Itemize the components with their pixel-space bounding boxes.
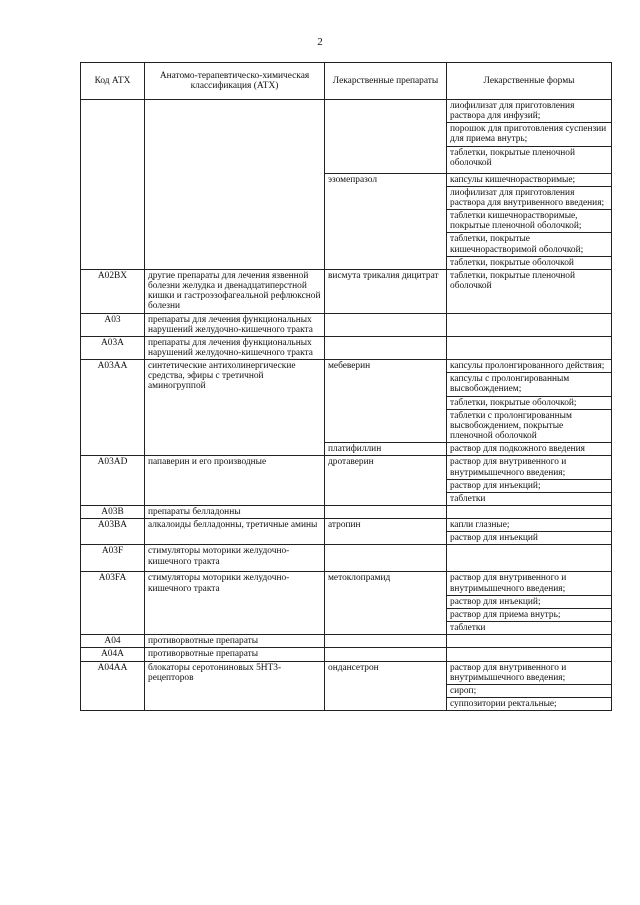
cell-form: таблетки, покрытые кишечнорастворимой оболочкой;: [447, 233, 612, 256]
cell-classification: препараты белладонны: [145, 506, 325, 519]
cell-form: сироп;: [447, 684, 612, 697]
cell-form: капсулы кишечнорастворимые;: [447, 173, 612, 186]
cell-drug: метоклопрамид: [325, 572, 447, 635]
cell-form: таблетки: [447, 492, 612, 505]
cell-form: [447, 313, 612, 336]
cell-drug: дротаверин: [325, 456, 447, 506]
cell-form: таблетки, покрытые оболочкой: [447, 256, 612, 269]
cell-code: A02BX: [81, 269, 145, 313]
cell-drug: мебеверин: [325, 360, 447, 443]
cell-classification: противорвотные препараты: [145, 648, 325, 661]
cell-form: капсулы пролонгированного действия;: [447, 360, 612, 373]
cell-code: A04AA: [81, 661, 145, 711]
cell-form: таблетки кишечнорастворимые, покрытые пленочной оболочкой;: [447, 210, 612, 233]
cell-code: A03A: [81, 336, 145, 359]
cell-classification: папаверин и его производные: [145, 456, 325, 506]
cell-classification: другие препараты для лечения язвенной болезни желудка и двенадцатиперстной кишки и гастроэзофагеальной рефлюксной болезни: [145, 269, 325, 313]
cell-form: лиофилизат для приготовления раствора для внутривенного введения;: [447, 186, 612, 209]
table-row: [81, 456, 612, 479]
cell-form: [447, 336, 612, 359]
cell-classification: блокаторы серотониновых 5HT3-рецепторов: [145, 661, 325, 711]
cell-drug: [325, 648, 447, 661]
cell-form: раствор для инъекций;: [447, 479, 612, 492]
cell-form: [447, 506, 612, 519]
table-row: [81, 360, 612, 373]
cell-drug: атропин: [325, 519, 447, 545]
cell-form: раствор для инъекций;: [447, 595, 612, 608]
cell-form: [447, 648, 612, 661]
cell-code: A03: [81, 313, 145, 336]
cell-drug: [325, 100, 447, 174]
table-row: [81, 506, 612, 519]
cell-drug: [325, 635, 447, 648]
table-row: [81, 269, 612, 313]
cell-form: капсулы с пролонгированным высвобождением;: [447, 373, 612, 396]
cell-code: [81, 100, 145, 270]
cell-classification: [145, 100, 325, 270]
cell-code: A03FA: [81, 572, 145, 635]
cell-drug: ондансетрон: [325, 661, 447, 711]
header-drugs: Лекарственные препараты: [325, 63, 447, 100]
cell-drug: эзомепразол: [325, 173, 447, 269]
cell-classification: алкалоиды белладонны, третичные амины: [145, 519, 325, 545]
cell-form: таблетки, покрытые пленочной оболочкой: [447, 146, 612, 173]
cell-drug: [325, 313, 447, 336]
cell-form: [447, 545, 612, 572]
atx-table: [80, 62, 612, 711]
cell-form: раствор для приема внутрь;: [447, 608, 612, 621]
cell-classification: синтетические антихолинергические средства, эфиры с третичной аминогруппой: [145, 360, 325, 456]
cell-drug: платифиллин: [325, 443, 447, 456]
cell-form: таблетки с пролонгированным высвобождением, покрытые пленочной оболочкой: [447, 409, 612, 442]
table-row: [81, 336, 612, 359]
cell-form: раствор для внутривенного и внутримышечного введения;: [447, 572, 612, 595]
table-row: [81, 648, 612, 661]
cell-drug: [325, 506, 447, 519]
cell-classification: стимуляторы моторики желудочно-кишечного тракта: [145, 572, 325, 635]
cell-form: раствор для инъекций: [447, 532, 612, 545]
cell-form: раствор для внутривенного и внутримышечного введения;: [447, 661, 612, 684]
cell-code: A03BA: [81, 519, 145, 545]
page-number: 2: [317, 36, 323, 48]
cell-drug: [325, 336, 447, 359]
cell-code: A03F: [81, 545, 145, 572]
table-row: [81, 519, 612, 532]
cell-form: суппозитории ректальные;: [447, 698, 612, 711]
header-code: Код АТХ: [81, 63, 145, 100]
cell-form: порошок для приготовления суспензии для приема внутрь;: [447, 123, 612, 146]
cell-form: таблетки, покрытые пленочной оболочкой: [447, 269, 612, 313]
cell-form: таблетки, покрытые оболочкой;: [447, 396, 612, 409]
cell-form: капли глазные;: [447, 519, 612, 532]
cell-form: [447, 635, 612, 648]
cell-code: A04A: [81, 648, 145, 661]
table-row: [81, 572, 612, 595]
header-forms: Лекарственные формы: [447, 63, 612, 100]
cell-classification: препараты для лечения функциональных нарушений желудочно-кишечного тракта: [145, 313, 325, 336]
cell-drug: висмута трикалия дицитрат: [325, 269, 447, 313]
table-row: [81, 661, 612, 684]
table-row: [81, 313, 612, 336]
cell-form: раствор для внутривенного и внутримышечного введения;: [447, 456, 612, 479]
cell-code: A03AA: [81, 360, 145, 456]
cell-classification: противорвотные препараты: [145, 635, 325, 648]
cell-drug: [325, 545, 447, 572]
table-row: [81, 545, 612, 572]
cell-classification: стимуляторы моторики желудочно-кишечного тракта: [145, 545, 325, 572]
cell-form: лиофилизат для приготовления раствора для инфузий;: [447, 100, 612, 123]
table-row: [81, 635, 612, 648]
cell-code: A03B: [81, 506, 145, 519]
table-row: [81, 100, 612, 123]
cell-code: A03AD: [81, 456, 145, 506]
cell-form: таблетки: [447, 622, 612, 635]
cell-classification: препараты для лечения функциональных нарушений желудочно-кишечного тракта: [145, 336, 325, 359]
cell-form: раствор для подкожного введения: [447, 443, 612, 456]
table-header-row: [81, 63, 612, 100]
header-classification: Анатомо-терапевтическо-химическая классификация (АТХ): [145, 63, 325, 100]
cell-code: A04: [81, 635, 145, 648]
